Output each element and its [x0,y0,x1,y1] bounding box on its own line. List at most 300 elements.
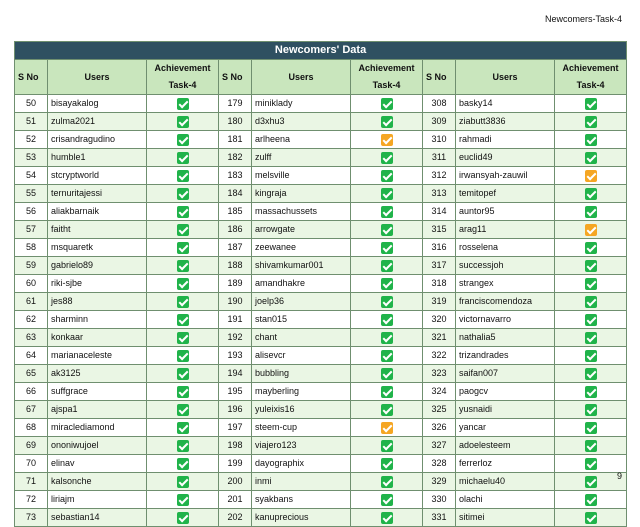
table-row [15,203,627,221]
checkmark-icon [585,242,597,254]
serial-number: 63 [15,329,48,347]
achievement-status [555,239,627,257]
table-row [15,293,627,311]
checkmark-icon [177,134,189,146]
table-row [15,401,627,419]
serial-number: 66 [15,383,48,401]
checkmark-icon [585,440,597,452]
achievement-status [555,383,627,401]
serial-number: 310 [423,131,456,149]
checkmark-icon [177,386,189,398]
username: temitopef [456,185,555,203]
serial-number: 319 [423,293,456,311]
serial-number: 196 [219,401,252,419]
username: suffgrace [48,383,147,401]
checkmark-icon [177,476,189,488]
users-header: Users [48,60,147,95]
achievement-status [351,167,423,185]
serial-number: 180 [219,113,252,131]
checkmark-icon [177,242,189,254]
checkmark-icon [177,152,189,164]
username: bisayakalog [48,95,147,113]
serial-number: 330 [423,491,456,509]
serial-number: 68 [15,419,48,437]
username: alisevcr [252,347,351,365]
serial-number: 316 [423,239,456,257]
newcomers-data-table [14,41,627,527]
username: arrowgate [252,221,351,239]
username: ak3125 [48,365,147,383]
serial-number: 52 [15,131,48,149]
checkmark-icon [381,440,393,452]
checkmark-icon [381,242,393,254]
username: gabrielo89 [48,257,147,275]
username: crisandragudino [48,131,147,149]
checkmark-icon [585,170,597,182]
achievement-status [147,365,219,383]
table-row [15,257,627,275]
checkmark-icon [381,314,393,326]
checkmark-icon [585,296,597,308]
username: amandhakre [252,275,351,293]
username: stan015 [252,311,351,329]
checkmark-icon [381,458,393,470]
username: zulff [252,149,351,167]
serial-number: 325 [423,401,456,419]
achievement-status [351,383,423,401]
username: rosselena [456,239,555,257]
username: faitht [48,221,147,239]
username: massachussets [252,203,351,221]
checkmark-icon [585,458,597,470]
serial-number: 199 [219,455,252,473]
checkmark-icon [177,278,189,290]
serial-number: 179 [219,95,252,113]
table-row [15,221,627,239]
achievement-status [147,419,219,437]
username: jes88 [48,293,147,311]
serial-number: 57 [15,221,48,239]
checkmark-icon [381,278,393,290]
achievement-status [147,131,219,149]
achievement-status [147,239,219,257]
serial-number: 326 [423,419,456,437]
table-row [15,275,627,293]
table-row [15,419,627,437]
serial-number: 54 [15,167,48,185]
serial-number: 55 [15,185,48,203]
checkmark-icon [177,224,189,236]
checkmark-icon [177,368,189,380]
username: inmi [252,473,351,491]
username: sebastian14 [48,509,147,527]
checkmark-icon [381,332,393,344]
username: successjoh [456,257,555,275]
table-row [15,347,627,365]
achievement-status [555,509,627,527]
achievement-status [555,473,627,491]
serial-number: 185 [219,203,252,221]
serial-number: 315 [423,221,456,239]
username: euclid49 [456,149,555,167]
achievement-status [555,455,627,473]
checkmark-icon [585,332,597,344]
achievement-status [351,221,423,239]
username: adoelesteem [456,437,555,455]
checkmark-icon [177,206,189,218]
checkmark-icon [381,170,393,182]
username: syakbans [252,491,351,509]
username: sitimei [456,509,555,527]
serial-number: 321 [423,329,456,347]
username: melsville [252,167,351,185]
serial-number: 182 [219,149,252,167]
achievement-status [147,509,219,527]
achievement-header: Achievement Task-4 [351,60,423,95]
serial-number: 60 [15,275,48,293]
checkmark-icon [381,368,393,380]
sno-header: S No [15,60,48,95]
serial-number: 188 [219,257,252,275]
checkmark-icon [585,368,597,380]
checkmark-icon [585,260,597,272]
checkmark-icon [177,332,189,344]
serial-number: 183 [219,167,252,185]
achievement-status [351,185,423,203]
serial-number: 71 [15,473,48,491]
achievement-status [351,311,423,329]
serial-number: 50 [15,95,48,113]
achievement-status [147,167,219,185]
username: auntor95 [456,203,555,221]
username: d3xhu3 [252,113,351,131]
table-row [15,473,627,491]
checkmark-icon [585,350,597,362]
username: aliakbarnaik [48,203,147,221]
username: michaelu40 [456,473,555,491]
checkmark-icon [177,260,189,272]
table-row [15,167,627,185]
username: msquaretk [48,239,147,257]
checkmark-icon [585,98,597,110]
username: ziabutt3836 [456,113,555,131]
achievement-status [351,293,423,311]
achievement-status [147,329,219,347]
username: ferrerloz [456,455,555,473]
serial-number: 202 [219,509,252,527]
achievement-status [351,239,423,257]
username: stcryptworld [48,167,147,185]
serial-number: 61 [15,293,48,311]
username: shivamkumar001 [252,257,351,275]
checkmark-icon [381,422,393,434]
achievement-status [147,473,219,491]
username: miraclediamond [48,419,147,437]
achievement-status [147,401,219,419]
achievement-status [555,329,627,347]
serial-number: 189 [219,275,252,293]
serial-number: 56 [15,203,48,221]
achievement-status [555,293,627,311]
achievement-status [555,113,627,131]
username: kalsonche [48,473,147,491]
serial-number: 311 [423,149,456,167]
checkmark-icon [381,296,393,308]
serial-number: 64 [15,347,48,365]
checkmark-icon [177,494,189,506]
checkmark-icon [177,98,189,110]
checkmark-icon [585,278,597,290]
achievement-status [147,257,219,275]
username: steem-cup [252,419,351,437]
checkmark-icon [381,152,393,164]
column-header-row [15,60,627,95]
sno-header: S No [423,60,456,95]
checkmark-icon [585,422,597,434]
username: rahmadi [456,131,555,149]
checkmark-icon [177,458,189,470]
username: joelp36 [252,293,351,311]
users-header: Users [252,60,351,95]
serial-number: 201 [219,491,252,509]
serial-number: 314 [423,203,456,221]
table-row [15,95,627,113]
checkmark-icon [177,296,189,308]
username: kingraja [252,185,351,203]
username: yuleixis16 [252,401,351,419]
serial-number: 323 [423,365,456,383]
serial-number: 329 [423,473,456,491]
table-row [15,509,627,527]
checkmark-icon [585,206,597,218]
achievement-status [351,329,423,347]
username: yusnaidi [456,401,555,419]
checkmark-icon [585,224,597,236]
username: victornavarro [456,311,555,329]
checkmark-icon [585,188,597,200]
table-body [15,95,627,527]
serial-number: 67 [15,401,48,419]
achievement-status [351,275,423,293]
achievement-header: Achievement Task-4 [555,60,627,95]
achievement-status [351,419,423,437]
checkmark-icon [381,476,393,488]
checkmark-icon [381,98,393,110]
achievement-status [351,473,423,491]
achievement-status [555,149,627,167]
checkmark-icon [381,512,393,524]
achievement-status [147,347,219,365]
checkmark-icon [585,116,597,128]
achievement-status [555,401,627,419]
achievement-status [147,203,219,221]
checkmark-icon [585,476,597,488]
username: basky14 [456,95,555,113]
serial-number: 318 [423,275,456,293]
serial-number: 184 [219,185,252,203]
serial-number: 327 [423,437,456,455]
serial-number: 70 [15,455,48,473]
serial-number: 73 [15,509,48,527]
username: arag11 [456,221,555,239]
checkmark-icon [381,494,393,506]
username: olachi [456,491,555,509]
table-row [15,113,627,131]
achievement-status [147,491,219,509]
username: dayographix [252,455,351,473]
username: kanuprecious [252,509,351,527]
achievement-status [555,221,627,239]
username: nathalia5 [456,329,555,347]
achievement-status [555,95,627,113]
serial-number: 331 [423,509,456,527]
username: miniklady [252,95,351,113]
username: trizandrades [456,347,555,365]
serial-number: 65 [15,365,48,383]
checkmark-icon [177,314,189,326]
username: ononiwujoel [48,437,147,455]
achievement-status [147,113,219,131]
achievement-status [147,437,219,455]
username: ajspa1 [48,401,147,419]
serial-number: 59 [15,257,48,275]
serial-number: 62 [15,311,48,329]
achievement-status [147,455,219,473]
username: riki-sjbe [48,275,147,293]
checkmark-icon [585,404,597,416]
username: liriajm [48,491,147,509]
serial-number: 194 [219,365,252,383]
page-header: Newcomers-Task-4 [544,14,622,24]
username: irwansyah-zauwil [456,167,555,185]
achievement-header: Achievement Task-4 [147,60,219,95]
achievement-status [555,437,627,455]
table-row [15,383,627,401]
username: konkaar [48,329,147,347]
achievement-status [555,203,627,221]
username: marianaceleste [48,347,147,365]
achievement-status [555,347,627,365]
table-row [15,365,627,383]
table-row [15,455,627,473]
serial-number: 186 [219,221,252,239]
serial-number: 181 [219,131,252,149]
checkmark-icon [381,404,393,416]
table-title: Newcomers' Data [15,42,627,60]
serial-number: 190 [219,293,252,311]
achievement-status [147,221,219,239]
achievement-status [555,167,627,185]
serial-number: 328 [423,455,456,473]
checkmark-icon [177,512,189,524]
serial-number: 308 [423,95,456,113]
username: chant [252,329,351,347]
serial-number: 192 [219,329,252,347]
achievement-status [555,491,627,509]
checkmark-icon [585,512,597,524]
serial-number: 317 [423,257,456,275]
achievement-status [147,149,219,167]
achievement-status [351,203,423,221]
checkmark-icon [177,404,189,416]
achievement-status [147,275,219,293]
username: mayberling [252,383,351,401]
serial-number: 58 [15,239,48,257]
username: sharminn [48,311,147,329]
achievement-status [351,455,423,473]
achievement-status [555,185,627,203]
checkmark-icon [381,116,393,128]
serial-number: 320 [423,311,456,329]
achievement-status [147,383,219,401]
achievement-status [351,131,423,149]
serial-number: 191 [219,311,252,329]
users-header: Users [456,60,555,95]
checkmark-icon [177,422,189,434]
table-row [15,437,627,455]
checkmark-icon [381,206,393,218]
achievement-status [147,95,219,113]
username: ternuritajessi [48,185,147,203]
checkmark-icon [585,134,597,146]
achievement-status [351,257,423,275]
username: paogcv [456,383,555,401]
achievement-status [351,509,423,527]
achievement-status [555,419,627,437]
serial-number: 53 [15,149,48,167]
checkmark-icon [585,152,597,164]
username: viajero123 [252,437,351,455]
checkmark-icon [585,314,597,326]
checkmark-icon [177,170,189,182]
serial-number: 187 [219,239,252,257]
serial-number: 200 [219,473,252,491]
table-row [15,131,627,149]
username: humble1 [48,149,147,167]
checkmark-icon [177,188,189,200]
achievement-status [555,131,627,149]
achievement-status [147,185,219,203]
achievement-status [351,491,423,509]
checkmark-icon [381,224,393,236]
table-row [15,239,627,257]
serial-number: 198 [219,437,252,455]
username: zeewanee [252,239,351,257]
achievement-status [351,95,423,113]
serial-number: 69 [15,437,48,455]
serial-number: 72 [15,491,48,509]
table-row [15,311,627,329]
checkmark-icon [381,350,393,362]
table-row [15,491,627,509]
checkmark-icon [381,188,393,200]
username: yancar [456,419,555,437]
serial-number: 195 [219,383,252,401]
serial-number: 324 [423,383,456,401]
achievement-status [351,347,423,365]
achievement-status [555,311,627,329]
achievement-status [351,113,423,131]
username: arlheena [252,131,351,149]
achievement-status [351,401,423,419]
serial-number: 51 [15,113,48,131]
serial-number: 322 [423,347,456,365]
achievement-status [555,257,627,275]
achievement-status [555,275,627,293]
checkmark-icon [585,386,597,398]
username: franciscomendoza [456,293,555,311]
sno-header: S No [219,60,252,95]
